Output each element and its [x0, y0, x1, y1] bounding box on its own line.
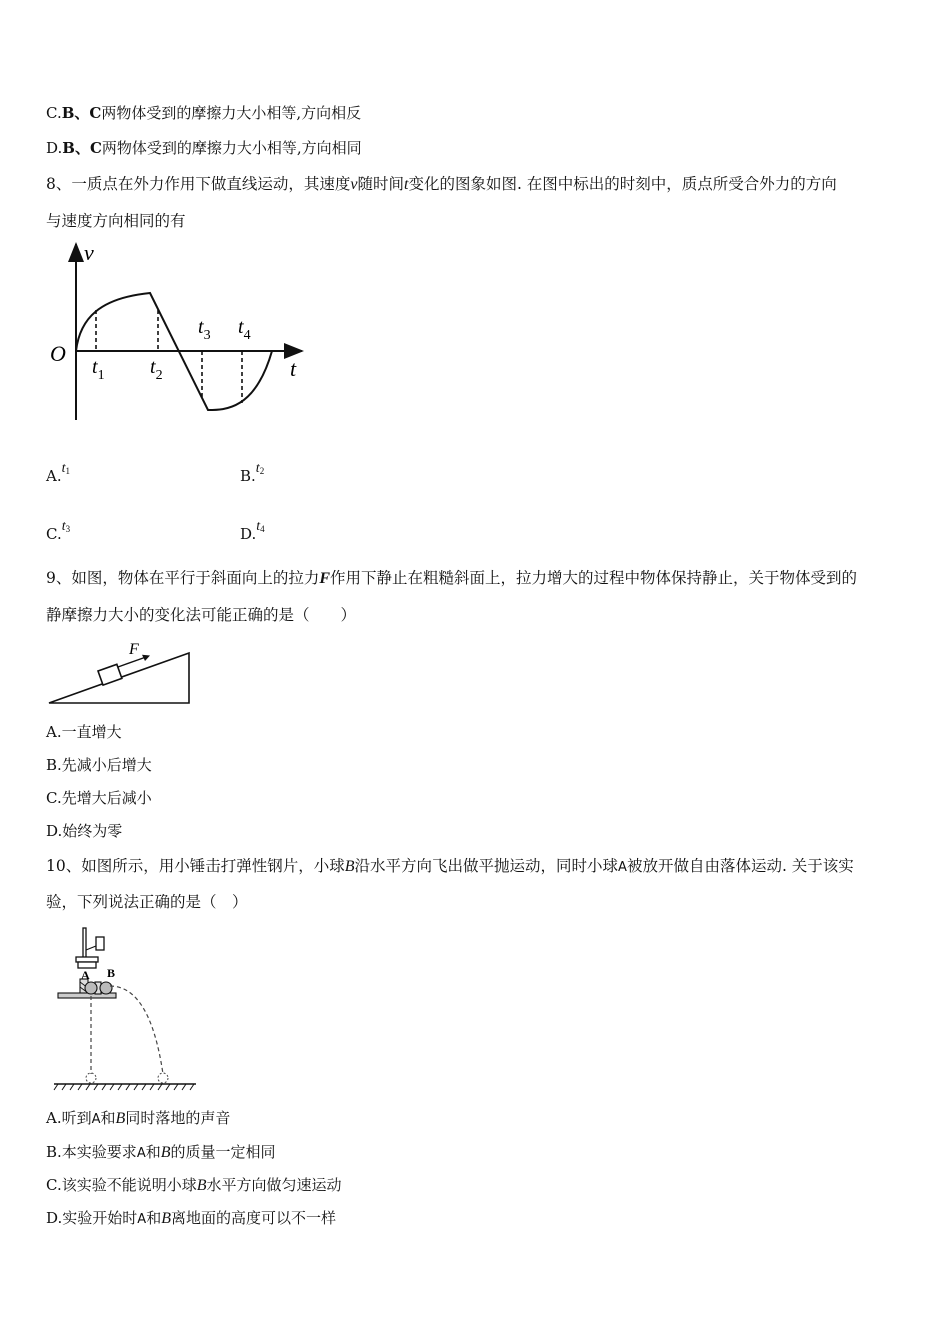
q10-stem-line2: 验，下列说法正确的是（ ）: [46, 893, 248, 911]
q8-t1-label: $t_1$: [92, 356, 105, 383]
q9-incline-figure: [46, 636, 196, 708]
q10-stem-line1: 10、如图所示，用小锤击打弹性钢片，小球B沿水平方向飞出做平抛运动，同时小球A被放开做自由落体运动. 关于该实: [46, 857, 854, 875]
q8-option-b: $B.t_2$: [240, 461, 265, 485]
q9-option-d: D.始终为零: [46, 822, 123, 840]
q8-y-label: v: [84, 240, 94, 265]
q7-option-c: C.B、C两物体受到的摩擦力大小相等,方向相反: [46, 104, 362, 122]
q8-t2-label: $t_2$: [150, 356, 163, 383]
q10-label-b: B: [107, 966, 116, 980]
q10-hammer-handle: [83, 928, 86, 958]
q10-hammer-head: [96, 937, 104, 950]
q9-stem-line2: 静摩擦力大小的变化法可能正确的是（ ）: [46, 606, 357, 624]
q9-force-arrow: [118, 657, 146, 667]
q8-t4-label: $t_4$: [238, 316, 251, 343]
q9-option-b: B.先减小后增大: [46, 756, 152, 774]
q8-option-a: $A.t_1$: [46, 461, 70, 485]
q10-option-d: D.实验开始时A和B离地面的高度可以不一样: [46, 1209, 336, 1227]
q8-x-label: t: [290, 356, 297, 381]
q9-stem-line1: 9、如图，物体在平行于斜面向上的拉力F作用下静止在粗糙斜面上，拉力增大的过程中物体保持静止，关于物体受到的: [46, 569, 858, 587]
q10-ball-a: [85, 982, 97, 994]
q7-option-c-bold: B、C: [61, 104, 102, 122]
q7-option-d: D.B、C两物体受到的摩擦力大小相等,方向相同: [46, 139, 362, 157]
q7-option-d-bold: B、C: [62, 139, 102, 157]
q9-option-c: C.先增大后减小: [46, 789, 152, 807]
q9-option-a: A.一直增大: [46, 723, 122, 741]
q10-ball-b: [100, 982, 112, 994]
q8-option-d: $D.t_4$: [240, 519, 265, 543]
q8-stem-line1: 8、一质点在外力作用下做直线运动，其速度v随时间t变化的图象如图. 在图中标出的时刻中，质点所受合外力的方向: [46, 175, 837, 193]
q10-apparatus-figure: [50, 924, 200, 1094]
q8-origin-label: O: [50, 341, 66, 366]
q10-option-a: A.听到A和B同时落地的声音: [46, 1109, 231, 1127]
q10-projectile-path: [110, 986, 163, 1074]
q9-force-label: F: [129, 641, 139, 658]
q10-option-c: C.该实验不能说明小球B水平方向做匀速运动: [46, 1176, 342, 1194]
q8-t3-label: $t_3$: [198, 316, 211, 343]
q8-stem-line2: 与速度方向相同的有: [46, 212, 186, 230]
q10-label-a: A: [81, 968, 90, 982]
q10-option-b: B.本实验要求A和B的质量一定相同: [46, 1143, 276, 1161]
q8-option-c: $C.t_3$: [46, 519, 71, 543]
q8-velocity-time-graph: [40, 238, 320, 428]
